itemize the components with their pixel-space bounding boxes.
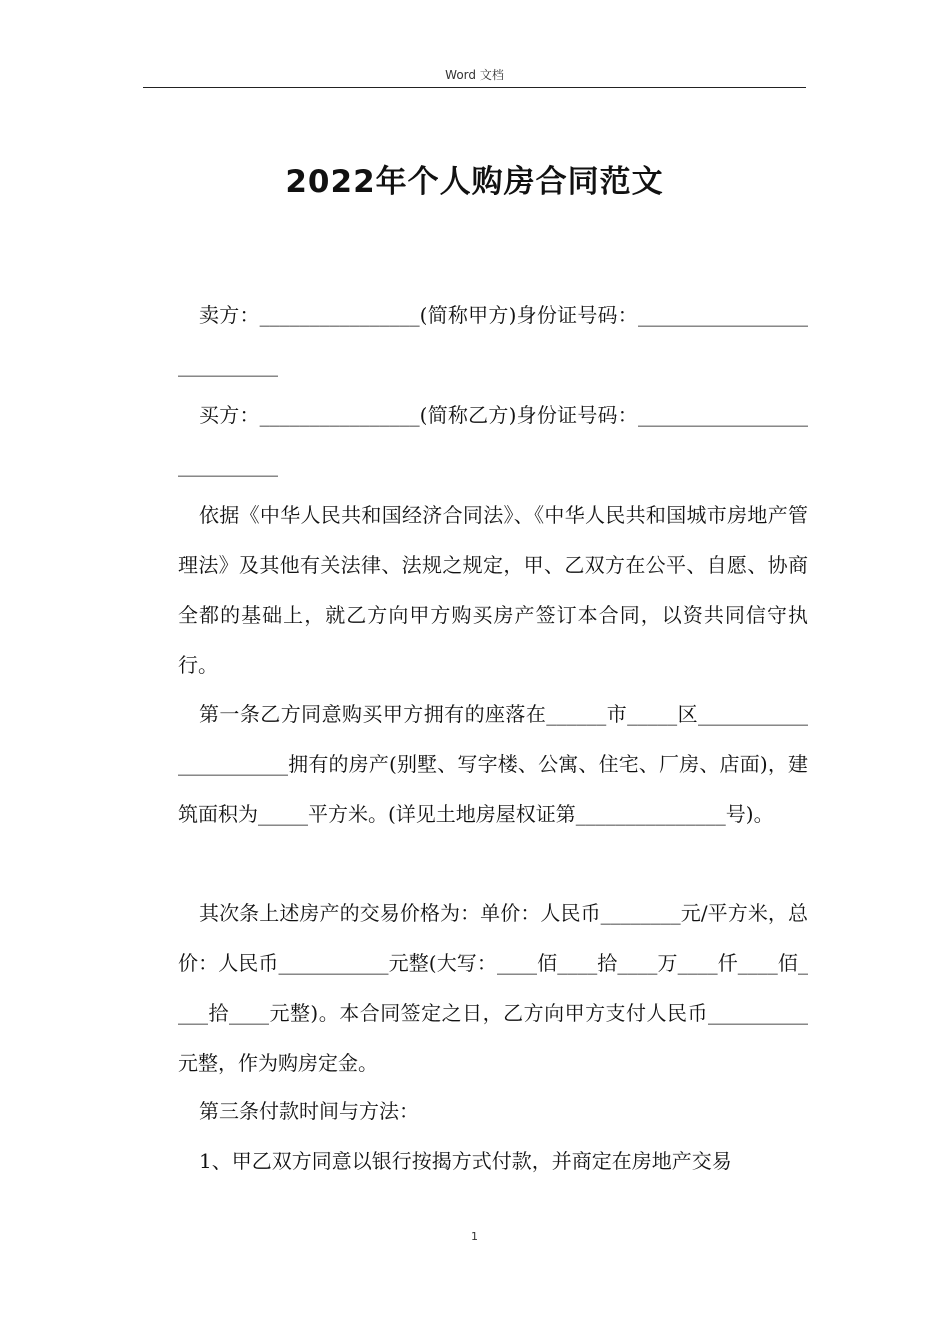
page-header: Word 文档 — [445, 68, 504, 82]
paragraph-buyer: 买方：________________(简称乙方)身份证号码：___________________________ — [178, 403, 808, 477]
paragraph-article-2: 其次条上述房产的交易价格为：单价：人民币________元/平方米，总价：人民币___________元整(大写：____佰____拾____万____仟____佰____拾____元整)。本合同签定之日，乙方向甲方支付人民币__________元整，作为购房定金。 — [178, 901, 808, 1075]
document-title: 2022年个人购房合同范文 — [285, 164, 664, 200]
paragraph-seller: 卖方：________________(简称甲方)身份证号码：___________________________ — [178, 303, 808, 377]
paragraph-basis: 依据《中华人民共和国经济合同法》、《中华人民共和国城市房地产管理法》及其他有关法律、法规之规定，甲、乙双方在公平、自愿、协商全都的基础上，就乙方向甲方购买房产签订本合同，以资共同信守执行。 — [178, 503, 808, 677]
paragraph-item-1: 1、甲乙双方同意以银行按揭方式付款，并商定在房地产交易 — [199, 1149, 732, 1173]
page-number: 1 — [471, 1230, 478, 1243]
header-divider — [143, 87, 806, 88]
paragraph-article-1: 第一条乙方同意购买甲方拥有的座落在______市_____区______________________拥有的房产(别墅、写字楼、公寓、住宅、厂房、店面)，建筑面积为_____平方米。(详见土地房屋权证第_______________号)。 — [178, 702, 808, 826]
paragraph-article-3: 第三条付款时间与方法： — [199, 1099, 419, 1123]
